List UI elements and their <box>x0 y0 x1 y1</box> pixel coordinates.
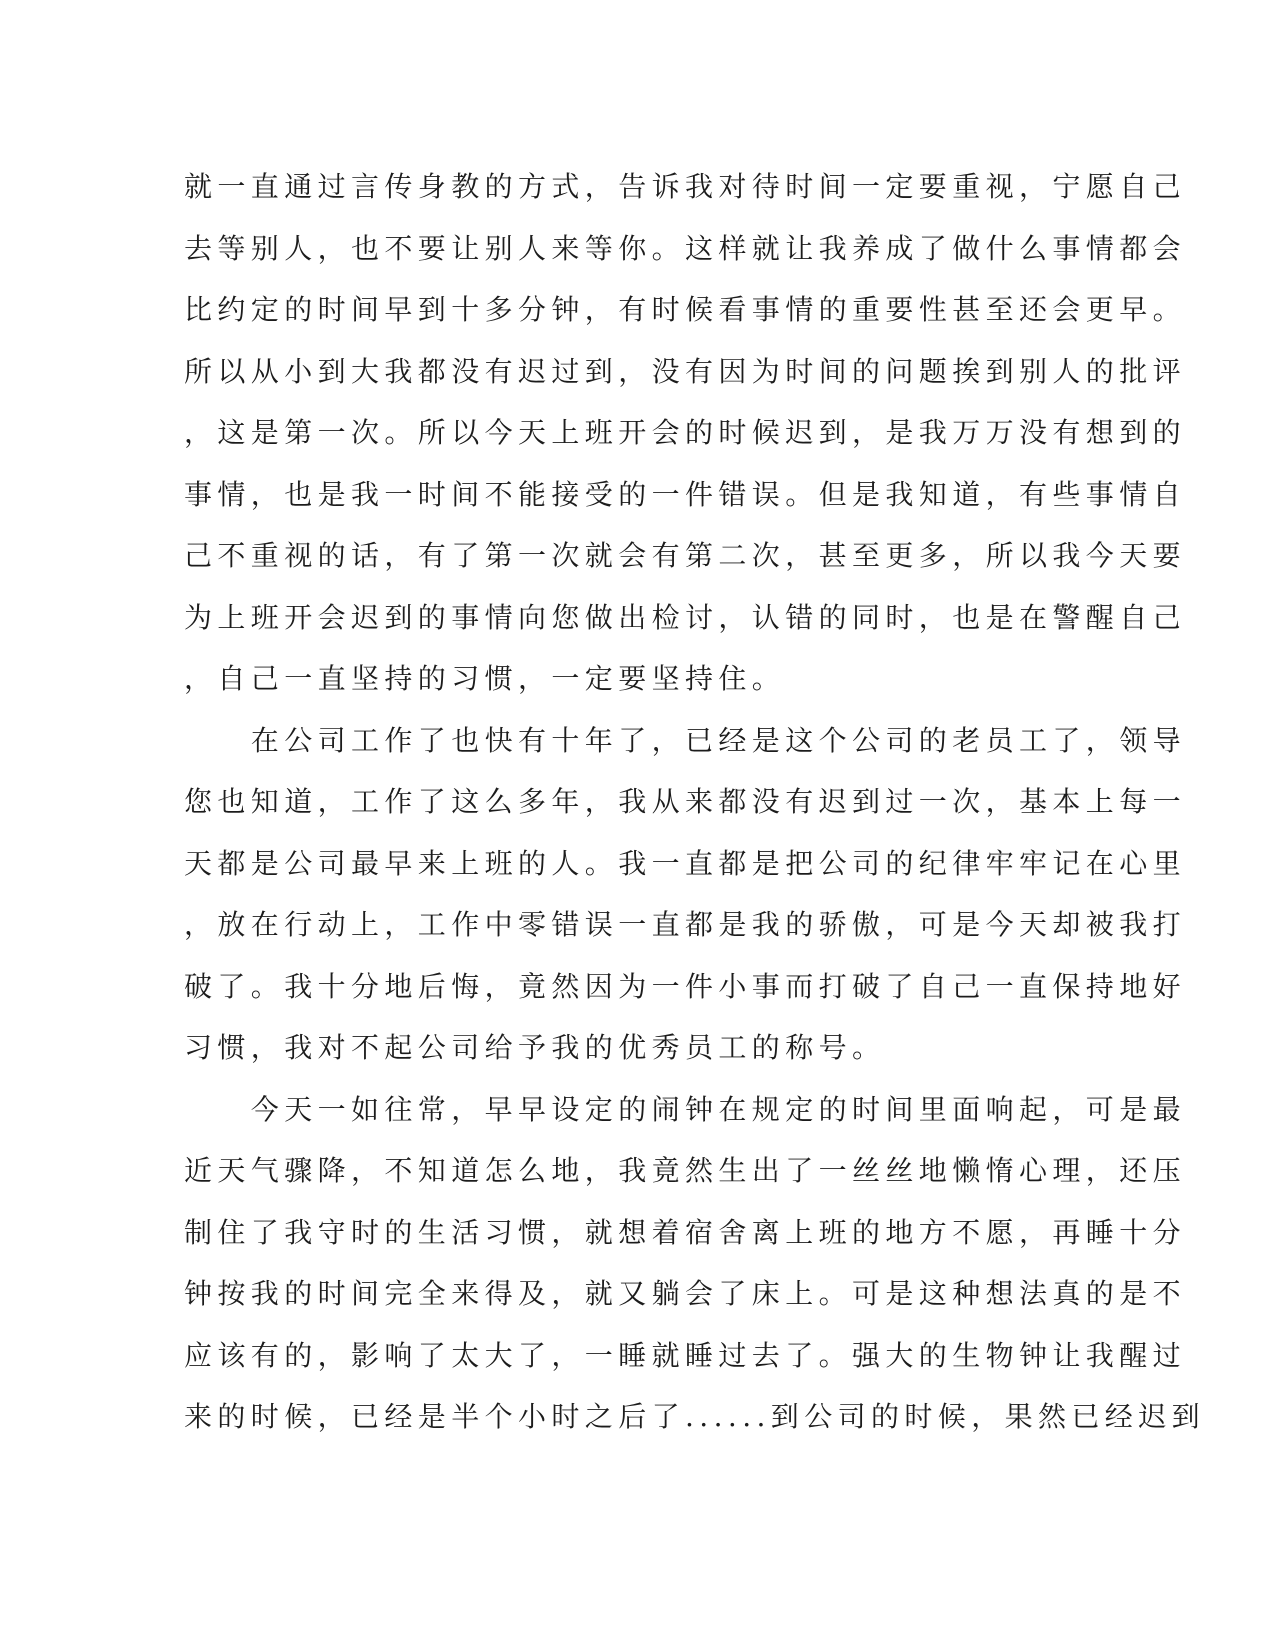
text-line: 钟按我的时间完全来得及，就又躺会了床上。可是这种想法真的是不 <box>184 1277 1187 1310</box>
text-line: 就一直通过言传身教的方式，告诉我对待时间一定要重视，宁愿自己 <box>184 170 1187 203</box>
text-line: 在公司工作了也快有十年了，已经是这个公司的老员工了，领导 <box>184 723 1187 757</box>
text-line: 制住了我守时的生活习惯，就想着宿舍离上班的地方不愿，再睡十分 <box>184 1215 1187 1249</box>
text-line: 天都是公司最早来上班的人。我一直都是把公司的纪律牢牢记在心里 <box>184 846 1187 880</box>
text-line: 应该有的，影响了太大了，一睡就睡过去了。强大的生物钟让我醒过 <box>184 1338 1187 1372</box>
text-line: 事情，也是我一时间不能接受的一件错误。但是我知道，有些事情自 <box>184 477 1187 511</box>
text-line: 为上班开会迟到的事情向您做出检讨，认错的同时，也是在警醒自己 <box>184 600 1187 634</box>
text-line: 所以从小到大我都没有迟过到，没有因为时间的问题挨到别人的批评 <box>184 354 1187 388</box>
text-line: 今天一如往常，早早设定的闹钟在规定的时间里面响起，可是最 <box>184 1092 1187 1126</box>
text-line: 破了。我十分地后悔，竟然因为一件小事而打破了自己一直保持地好 <box>184 969 1187 1003</box>
text-line: 比约定的时间早到十多分钟，有时候看事情的重要性甚至还会更早。 <box>184 293 1187 326</box>
body-text <box>184 156 1206 1448</box>
text-line: 习惯，我对不起公司给予我的优秀员工的称号。 <box>184 1031 886 1064</box>
text-line: 近天气骤降，不知道怎么地，我竟然生出了一丝丝地懒惰心理，还压 <box>184 1154 1187 1187</box>
text-line: 己不重视的话，有了第一次就会有第二次，甚至更多，所以我今天要 <box>184 539 1187 572</box>
text-line: 您也知道，工作了这么多年，我从来都没有迟到过一次，基本上每一 <box>184 785 1187 818</box>
text-line: ，这是第一次。所以今天上班开会的时候迟到，是我万万没有想到的 <box>184 416 1187 449</box>
text-line: 来的时候，已经是半个小时之后了......到公司的时候，果然已经迟到 <box>184 1400 1206 1433</box>
text-line: ，自己一直坚持的习惯，一定要坚持住。 <box>184 662 786 695</box>
text-line: ，放在行动上，工作中零错误一直都是我的骄傲，可是今天却被我打 <box>184 908 1187 941</box>
text-line: 去等别人，也不要让别人来等你。这样就让我养成了做什么事情都会 <box>184 231 1187 265</box>
